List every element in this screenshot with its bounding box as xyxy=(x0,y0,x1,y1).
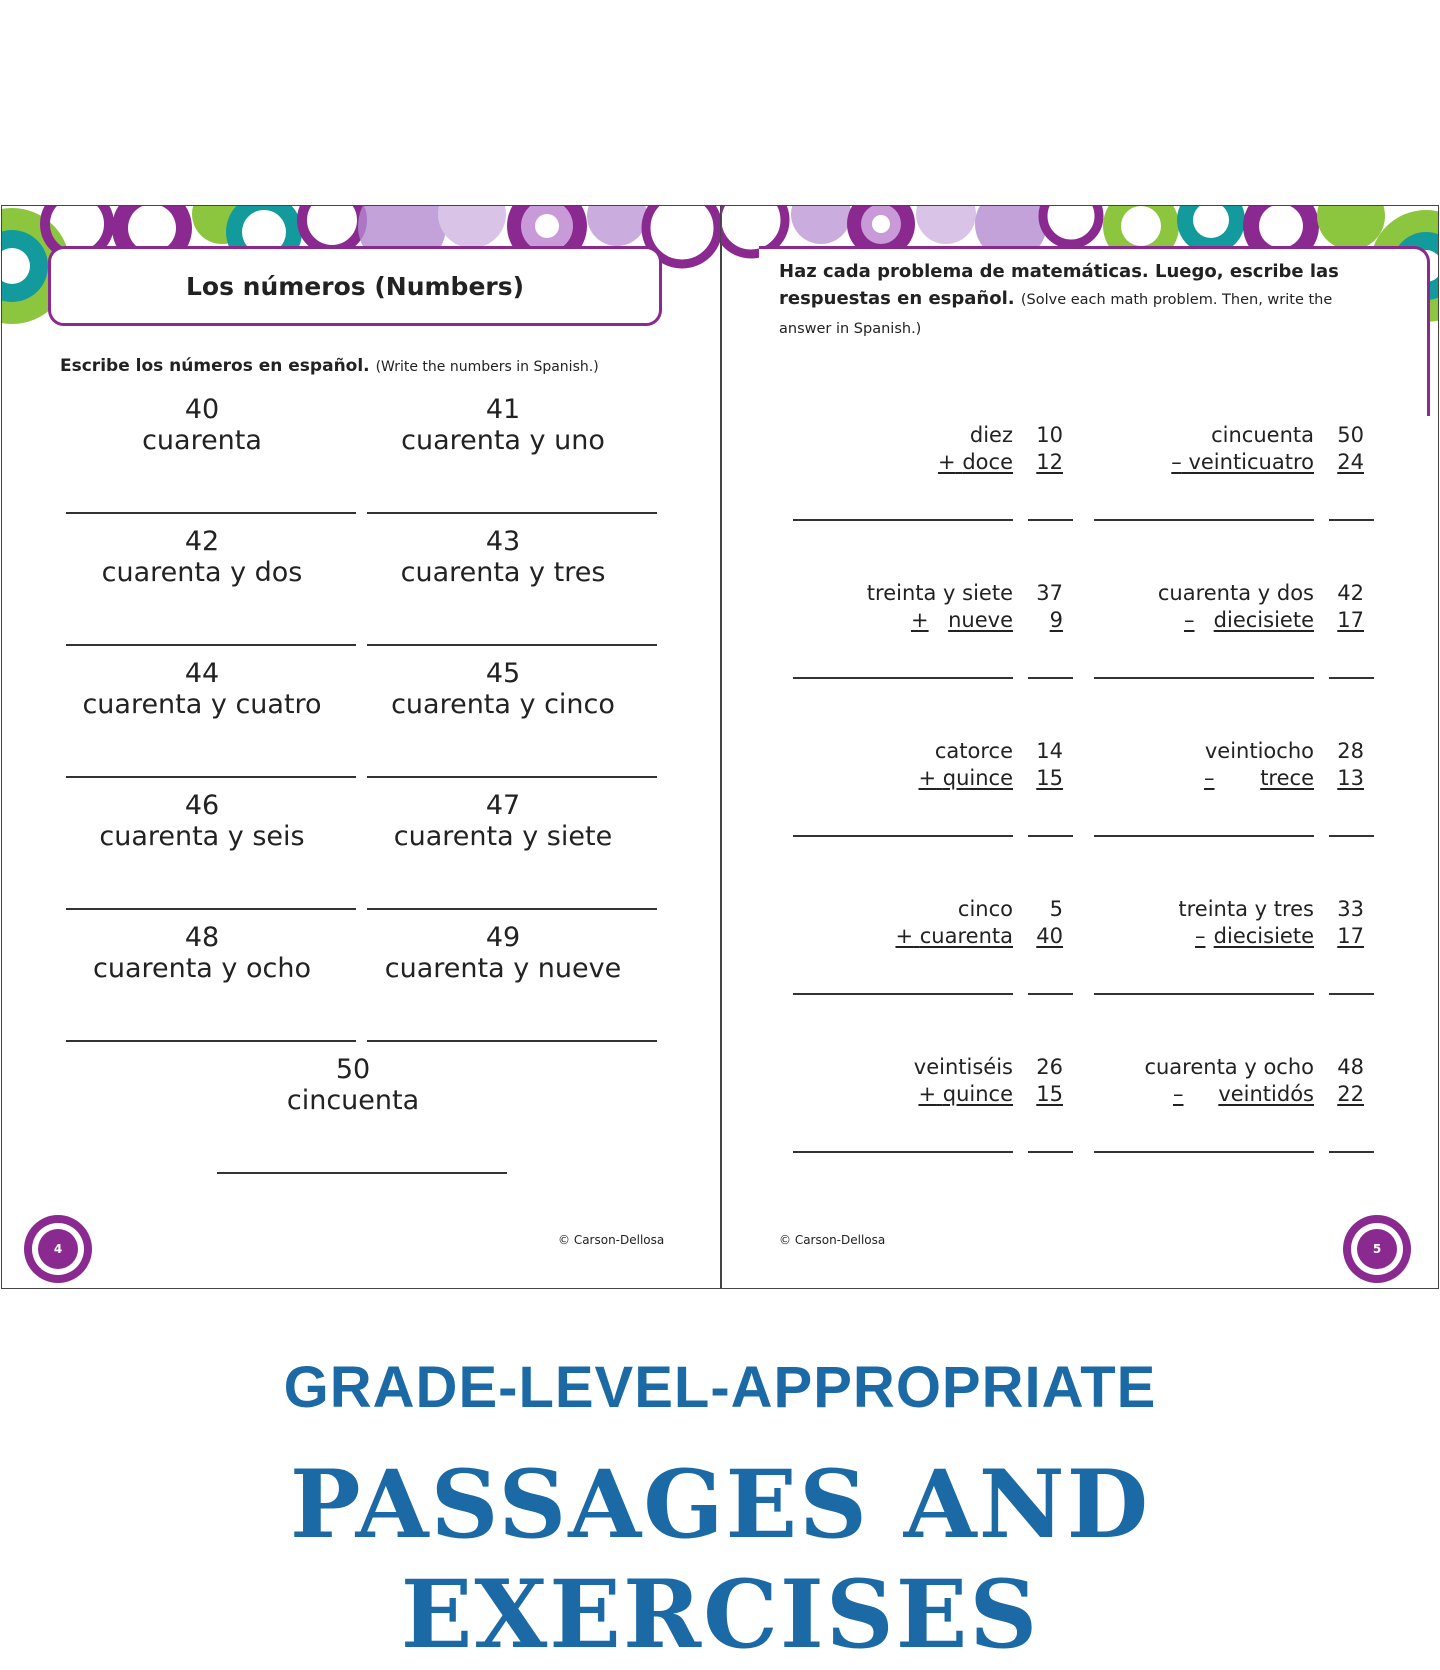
number-item: 41 cuarenta y uno xyxy=(401,394,605,456)
answer-line[interactable] xyxy=(1028,835,1073,837)
answer-line[interactable] xyxy=(1094,993,1314,995)
math-problem: cincuenta – veinticuatro xyxy=(1171,423,1314,474)
math-problem-numbers: 14 15 xyxy=(1036,739,1063,790)
answer-line[interactable] xyxy=(1329,835,1374,837)
answer-line[interactable] xyxy=(367,512,657,514)
right-instruction: Haz cada problema de matemáticas. Luego, escribe las respuestas en español. (Solve each math problem. Then, write the answer in Spanish.) xyxy=(779,261,1339,337)
answer-line[interactable] xyxy=(1094,835,1314,837)
math-problem: treinta y tres – diecisiete xyxy=(1178,897,1314,948)
answer-line[interactable] xyxy=(793,677,1013,679)
math-problem: treinta y siete + nueve xyxy=(866,581,1013,632)
math-problem: cinco + cuarenta xyxy=(895,897,1013,948)
answer-line[interactable] xyxy=(66,776,356,778)
number-item: 43 cuarenta y tres xyxy=(400,526,606,588)
math-problem-numbers: 50 24 xyxy=(1337,423,1364,474)
number-item: 42 cuarenta y dos xyxy=(101,526,303,588)
math-problem: veintiocho – trece xyxy=(1204,739,1314,790)
page-number-badge xyxy=(1341,1213,1413,1285)
answer-line[interactable] xyxy=(66,1040,356,1042)
page-number: 4 xyxy=(53,1242,63,1256)
math-problem: catorce + quince xyxy=(918,739,1013,790)
math-problem-numbers: 26 15 xyxy=(1036,1055,1063,1106)
answer-line[interactable] xyxy=(793,993,1013,995)
math-problem-numbers: 5 40 xyxy=(1036,897,1063,948)
answer-line[interactable] xyxy=(66,908,356,910)
banner-heading-line2: PASSAGES AND EXERCISES xyxy=(289,1450,1151,1670)
workbook-spread xyxy=(1,205,1439,1289)
number-item: 44 cuarenta y cuatro xyxy=(82,658,322,720)
math-problem-numbers: 10 12 xyxy=(1036,423,1063,474)
answer-line[interactable] xyxy=(367,908,657,910)
answer-line[interactable] xyxy=(793,835,1013,837)
math-problem-numbers: 28 13 xyxy=(1337,739,1364,790)
answer-line[interactable] xyxy=(66,512,356,514)
answer-line[interactable] xyxy=(1028,519,1073,521)
math-problem: cuarenta y ocho – veintidós xyxy=(1144,1055,1314,1106)
answer-line[interactable] xyxy=(367,644,657,646)
answer-line[interactable] xyxy=(1094,677,1314,679)
answer-line[interactable] xyxy=(367,776,657,778)
number-item: 48 cuarenta y ocho xyxy=(92,922,311,984)
answer-line[interactable] xyxy=(66,644,356,646)
answer-line[interactable] xyxy=(1329,1151,1374,1153)
math-problem-numbers: 33 17 xyxy=(1337,897,1364,948)
copyright: © Carson-Dellosa xyxy=(779,1233,886,1247)
left-page xyxy=(2,206,720,1288)
answer-line[interactable] xyxy=(1094,519,1314,521)
page-number: 5 xyxy=(1372,1242,1382,1256)
answer-line[interactable] xyxy=(793,519,1013,521)
number-item: 50 cincuenta xyxy=(286,1054,420,1116)
answer-line[interactable] xyxy=(1329,677,1374,679)
math-problem-numbers: 42 17 xyxy=(1337,581,1364,632)
page-number-badge xyxy=(22,1213,94,1285)
page-title: Los números (Numbers) xyxy=(185,271,525,301)
number-item: 46 cuarenta y seis xyxy=(99,790,305,852)
answer-line[interactable] xyxy=(367,1040,657,1042)
right-page xyxy=(721,206,1439,1288)
answer-line[interactable] xyxy=(1028,677,1073,679)
answer-line[interactable] xyxy=(1094,1151,1314,1153)
answer-line[interactable] xyxy=(1329,993,1374,995)
math-problem: diez + doce xyxy=(938,423,1013,474)
number-item: 45 cuarenta y cinco xyxy=(391,658,615,720)
left-instruction: Escribe los números en español. (Write the numbers in Spanish.) xyxy=(60,356,599,376)
number-item: 47 cuarenta y siete xyxy=(393,790,613,852)
answer-line[interactable] xyxy=(1028,993,1073,995)
answer-line[interactable] xyxy=(793,1151,1013,1153)
math-problem: veintiséis + quince xyxy=(913,1055,1013,1106)
number-item: 40 cuarenta xyxy=(142,394,262,456)
answer-line[interactable] xyxy=(1329,519,1374,521)
number-item: 49 cuarenta y nueve xyxy=(384,922,622,984)
math-problem-numbers: 37 9 xyxy=(1036,581,1063,632)
math-problem: cuarenta y dos – diecisiete xyxy=(1157,581,1314,632)
math-problem-numbers: 48 22 xyxy=(1337,1055,1364,1106)
banner-heading-line1: GRADE-LEVEL-APPROPRIATE xyxy=(283,1355,1157,1420)
answer-line[interactable] xyxy=(217,1172,507,1174)
copyright: © Carson-Dellosa xyxy=(558,1233,665,1247)
answer-line[interactable] xyxy=(1028,1151,1073,1153)
page-title-box xyxy=(48,246,662,326)
